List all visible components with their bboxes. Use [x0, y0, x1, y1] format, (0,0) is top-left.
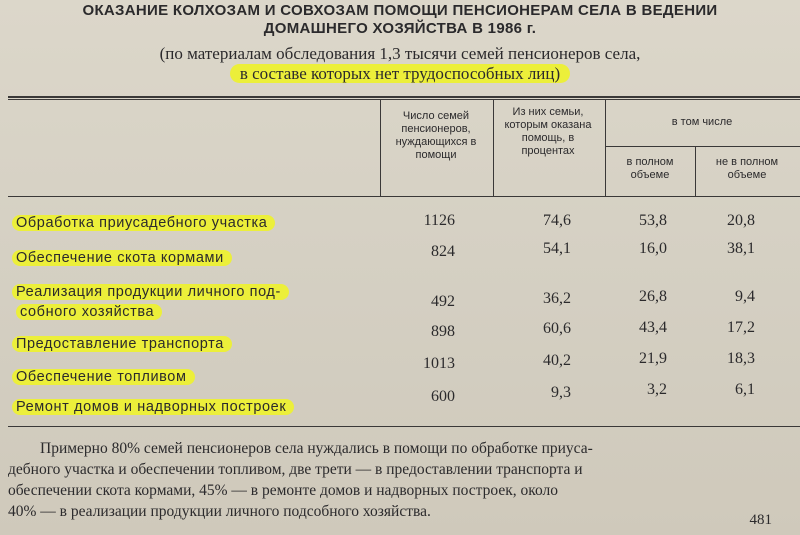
- cell-full: 16,0: [639, 240, 667, 257]
- cell-families: 600: [431, 388, 455, 405]
- cell-full: 3,2: [647, 381, 667, 398]
- col-divider-2: [493, 100, 494, 196]
- cell-families: 824: [431, 243, 455, 260]
- col-divider-3: [605, 100, 606, 196]
- subtitle-line-2: [0, 64, 800, 84]
- row-label: Обеспечение скота кормами: [12, 249, 232, 268]
- row-label-line-2: собного хозяйства: [16, 303, 162, 322]
- cell-partial: 9,4: [735, 288, 755, 305]
- table-title-line-1: ОКАЗАНИЕ КОЛХОЗАМ И СОВХОЗАМ ПОМОЩИ ПЕНСИОНЕРАМ СЕЛА В ВЕДЕНИИ: [82, 2, 718, 19]
- row-label: Обеспечение топливом: [12, 368, 195, 387]
- header-in-that-number: в том числе: [671, 116, 733, 128]
- row-label: Предоставление транспорта: [12, 335, 232, 354]
- paragraph-line-3: обеспечении скота кормами, 45% — в ремонте домов и надворных построек, около: [8, 482, 559, 499]
- col-divider-4: [695, 147, 696, 196]
- cell-full: 21,9: [639, 350, 667, 367]
- header-full-volume: в полном объеме: [626, 156, 674, 181]
- table-title-line-2: ДОМАШНЕГО ХОЗЯЙСТВА В 1986 г.: [263, 20, 537, 37]
- cell-families: 898: [431, 323, 455, 340]
- cell-partial: 20,8: [727, 212, 755, 229]
- table-top-rule-inner: [8, 99, 800, 100]
- cell-percent: 36,2: [543, 290, 571, 307]
- paragraph-line-2: дебного участка и обеспечении топливом, две трети — в предоставлении транспорта и: [8, 461, 583, 478]
- table-header-rule: [8, 196, 800, 197]
- header-families: Число семей пенсионеров, нуждающихся в помощи: [395, 110, 477, 161]
- row-label-line-1: Реализация продукции личного под-: [12, 283, 289, 302]
- cell-percent: 74,6: [543, 212, 571, 229]
- col-divider-1: [380, 100, 381, 196]
- header-partial-volume: не в полном объеме: [715, 156, 779, 181]
- cell-partial: 38,1: [727, 240, 755, 257]
- paragraph-line-1: Примерно 80% семей пенсионеров села нуждались в помощи по обработке приуса-: [40, 440, 593, 457]
- table-bottom-rule: [8, 426, 800, 427]
- table-top-rule: [8, 96, 800, 98]
- cell-percent: 54,1: [543, 240, 571, 257]
- subtitle-highlight: в составе которых нет трудоспособных лиц): [230, 64, 570, 83]
- cell-partial: 17,2: [727, 319, 755, 336]
- page-number: 481: [749, 512, 772, 528]
- cell-families: 1013: [423, 355, 455, 372]
- cell-full: 43,4: [639, 319, 667, 336]
- cell-families: 1126: [423, 212, 455, 229]
- cell-full: 53,8: [639, 212, 667, 229]
- cell-percent: 60,6: [543, 320, 571, 337]
- row-label: Обработка приусадебного участка: [12, 214, 275, 233]
- subtitle-line-1: (по материалам обследования 1,3 тысячи семей пенсионеров села,: [159, 44, 641, 63]
- cell-percent: 9,3: [551, 384, 571, 401]
- cell-families: 492: [431, 293, 455, 310]
- cell-full: 26,8: [639, 288, 667, 305]
- row-label: Ремонт домов и надворных построек: [12, 398, 294, 417]
- group-header-rule: [605, 146, 800, 147]
- cell-partial: 18,3: [727, 350, 755, 367]
- cell-percent: 40,2: [543, 352, 571, 369]
- paragraph-line-4: 40% — в реализации продукции личного подсобного хозяйства.: [8, 503, 431, 520]
- header-helped-percent: Из них семьи, которым оказана помощь, в процентах: [504, 106, 592, 157]
- cell-partial: 6,1: [735, 381, 755, 398]
